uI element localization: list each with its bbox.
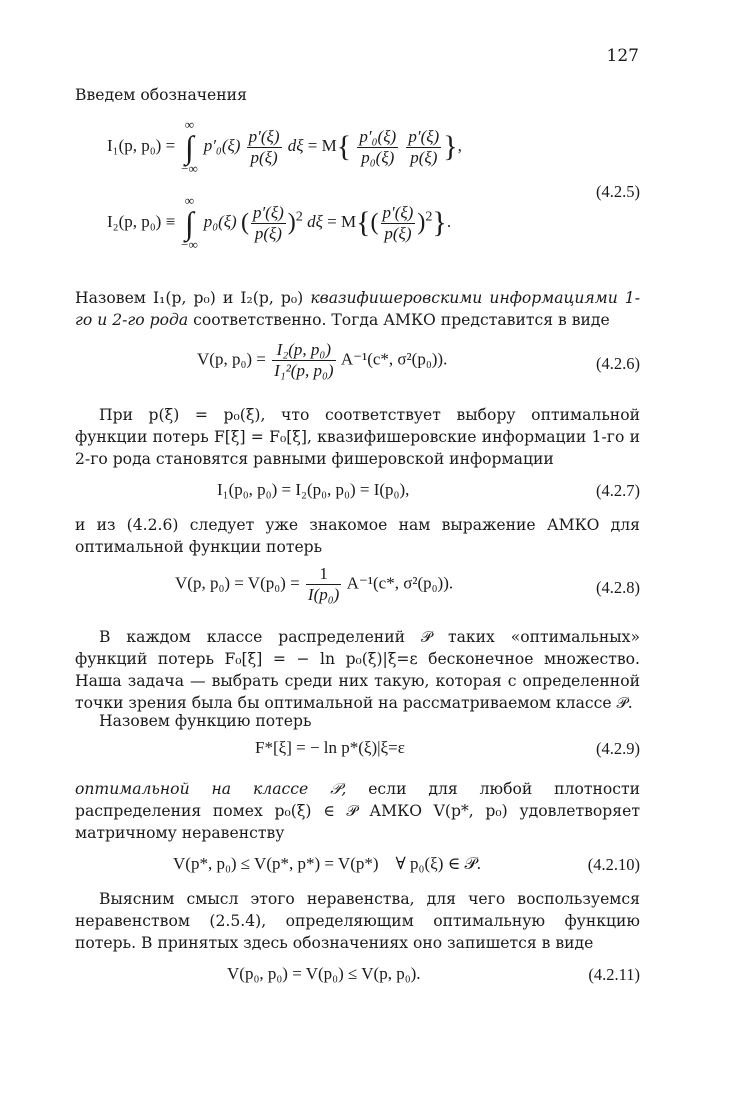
paragraph-name-function: Назовем функцию потерь [99,712,312,730]
equation-number: (4.2.11) [588,965,640,984]
equation-number: (4.2.10) [587,855,640,874]
equation-4-2-7: I₁(p₀, p₀) = I₂(p₀, p₀) = I(p₀), (4.2.7) [217,480,640,500]
equation-4-2-11: V(p₀, p₀) = V(p₀) ≤ V(p, p₀). (4.2.11) [227,964,640,984]
intro-text: Введем обозначения [75,86,247,104]
equation-number: (4.2.7) [596,481,640,500]
page-number: 127 [606,46,639,66]
equation-4-2-9: F*[ξ] = − ln p*(ξ)|ξ=ε (4.2.9) [255,738,640,758]
equation-4-2-6: V(p, p₀) = $\frac{\text{I₂(p, p₀)}}{\text{I₁²(p, p₀)}}$ A⁻¹(c*, σ²(p₀)). (4.2.6) [197,340,640,380]
paragraph-follows: и из (4.2.6) следует уже знакомое нам выражение АМКО для оптимальной функции потерь [75,516,640,556]
paragraph-named: Назовем I₁(p, p₀) и I₂(p, p₀) квазифишеровскими информациями 1-го и 2-го рода соответственно. Тогда АМКО представится в виде [75,289,641,329]
paragraph-class: В каждом классе распределений 𝒫 таких «оптимальных» функций потерь F₀[ξ] = − ln p₀(ξ)|ξ=ε бесконечное множество. Наша задача — выбрать среди них такую, которая с определенной точки зрения была бы оптимальной на рассматриваемом классе 𝒫. [75,628,640,712]
equation-i1-line: I₁(p, p₀) = ∞ ∫ −∞ p′₀(ξ) $\frac{p'(\xi)}{p(\xi)}$ dξ = M{ $\frac{\text{p′₀(ξ)}}{\text{p₀(ξ)}}$ $\frac{p'(\xi)}{p(\xi)}$ }, [107,117,462,176]
equation-4-2-5 [75,112,640,272]
equation-i2-line: I₂(p, p₀) ≡ ∞ ∫ −∞ p₀(ξ) ( $\frac{p'(\xi)}{p(\xi)}$ )$^2$ dξ = M{( $\frac{p'(\xi)}{p(\xi)}$ )$^2$}. [107,193,452,252]
integral-sign: ∞ ∫ −∞ [181,117,198,176]
equation-4-2-10: V(p*, p₀) ≤ V(p*, p*) = V(p*) ∀ p₀(ξ) ∈ 𝒫. (4.2.10) [173,854,640,874]
equation-number: (4.2.9) [596,739,640,758]
equation-4-2-8: V(p, p₀) = V(p₀) = $\frac{1}{\text{I(p₀)}}$ A⁻¹(c*, σ²(p₀)). (4.2.8) [175,564,640,604]
paragraph-meaning: Выясним смысл этого неравенства, для чего воспользуемся неравенством (2.5.4), определяющим оптимальную функцию потерь. В принятых здесь обозначениях оно запишется в виде [75,890,640,952]
equation-number: (4.2.8) [596,578,640,597]
integral-sign: ∞ ∫ −∞ [181,193,198,252]
paragraph-optimal: оптимальной на классе 𝒫, если для любой плотности распределения помех p₀(ξ) ∈ 𝒫 АМКО V(p*, p₀) удовлетворяет матричному неравенству [75,780,640,842]
equation-number: (4.2.6) [596,354,640,373]
paragraph-when: При p(ξ) = p₀(ξ), что соответствует выбору оптимальной функции потерь F[ξ] = F₀[ξ], квазифишеровские информации 1-го и 2-го рода становятся равными фишеровской информации [75,406,640,468]
equation-number: (4.2.5) [596,182,640,201]
